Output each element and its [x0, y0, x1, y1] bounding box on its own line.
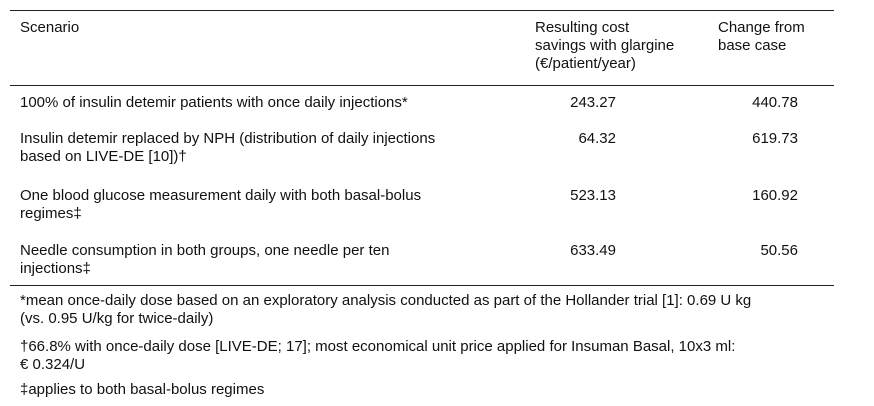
- footnote-price: [20, 338, 870, 374]
- table-row-change: 619.73: [752, 130, 798, 147]
- scenario-text: One blood glucose measurement daily with both basal-bolus: [20, 187, 422, 204]
- table-row-change: 160.92: [752, 187, 798, 204]
- table-row-savings: 633.49: [570, 242, 616, 259]
- header-change-line: Change from: [718, 19, 805, 36]
- table-row-savings: 243.27: [570, 94, 616, 111]
- table-row-scenario: [20, 187, 520, 223]
- footnote-regimes: [20, 381, 870, 399]
- footnote-line: *mean once-daily dose based on an exploratory analysis conducted as part of the Hollander trial [1]: 0.69 U kg: [20, 292, 752, 309]
- footnote-line: (vs. 0.95 U/kg for twice-daily): [20, 310, 214, 327]
- table-row-scenario: [20, 94, 520, 112]
- header-savings-line: Resulting cost: [535, 19, 630, 36]
- footnote-line: € 0.324/U: [20, 356, 86, 373]
- header-change: [718, 19, 833, 55]
- footnote-line: †66.8% with once-daily dose [LIVE-DE; 17]; most economical unit price applied for Insuman Basal, 10x3 ml:: [20, 338, 736, 355]
- scenario-text: regimes‡: [20, 205, 82, 222]
- table-row-change: 440.78: [752, 94, 798, 111]
- table-bottom-rule: [10, 285, 834, 286]
- table-row-scenario: [20, 130, 520, 166]
- header-savings-line: (€/patient/year): [535, 55, 636, 72]
- scenario-text: 100% of insulin detemir patients with once daily injections*: [20, 94, 408, 111]
- header-savings: [535, 19, 705, 73]
- scenario-text: Insulin detemir replaced by NPH (distribution of daily injections: [20, 130, 436, 147]
- header-savings-line: savings with glargine: [535, 37, 675, 54]
- header-bottom-rule: [10, 85, 834, 86]
- header-change-line: base case: [718, 37, 787, 54]
- table-row-scenario: [20, 242, 520, 278]
- table-row-change: 50.56: [760, 242, 798, 259]
- table-row-savings: 64.32: [578, 130, 616, 147]
- table-top-rule: [10, 10, 834, 11]
- scenario-text: Needle consumption in both groups, one needle per ten: [20, 242, 390, 259]
- scenario-text: based on LIVE-DE [10])†: [20, 148, 187, 165]
- footnote-line: ‡applies to both basal-bolus regimes: [20, 381, 265, 398]
- footnote-dose: [20, 292, 870, 328]
- header-scenario: Scenario: [20, 19, 80, 36]
- table-row-savings: 523.13: [570, 187, 616, 204]
- scenario-text: injections‡: [20, 260, 91, 277]
